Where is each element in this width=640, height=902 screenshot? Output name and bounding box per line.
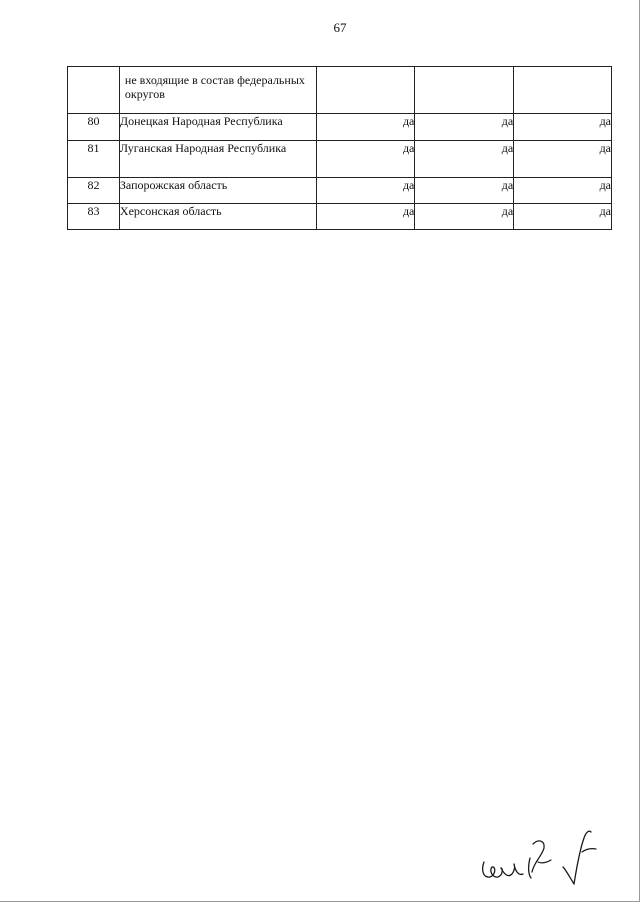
value-cell: да — [316, 141, 415, 178]
row-number-cell: 82 — [68, 178, 120, 204]
value-cell: да — [415, 178, 514, 204]
table-row — [68, 178, 612, 204]
value-cell: да — [316, 204, 415, 230]
value-cell: да — [514, 204, 612, 230]
regions-table — [67, 66, 612, 230]
region-name-cell: Донецкая Народная Республика — [119, 114, 316, 141]
region-name-cell: не входящие в состав федеральных округов — [119, 67, 316, 114]
value-cell: да — [415, 204, 514, 230]
value-cell: да — [514, 178, 612, 204]
table-row-continuation — [68, 67, 612, 114]
value-cell: да — [514, 114, 612, 141]
value-cell: да — [415, 141, 514, 178]
value-cell: да — [514, 141, 612, 178]
value-cell: да — [316, 114, 415, 141]
table-row — [68, 204, 612, 230]
value-cell: да — [415, 114, 514, 141]
row-number-cell: 83 — [68, 204, 120, 230]
region-name-cell: Херсонская область — [119, 204, 316, 230]
region-name-cell: Запорожская область — [119, 178, 316, 204]
row-number-cell: 80 — [68, 114, 120, 141]
row-number-cell — [68, 67, 120, 114]
table-row — [68, 114, 612, 141]
value-cell: да — [316, 178, 415, 204]
value-cell — [514, 67, 612, 114]
value-cell — [316, 67, 415, 114]
table-row — [68, 141, 612, 178]
signature-strokes — [483, 831, 596, 884]
value-cell — [415, 67, 514, 114]
handwritten-signature — [478, 822, 618, 890]
page-number: 67 — [333, 20, 347, 35]
row-number-cell: 81 — [68, 141, 120, 178]
region-name-cell: Луганская Народная Республика — [119, 141, 316, 178]
